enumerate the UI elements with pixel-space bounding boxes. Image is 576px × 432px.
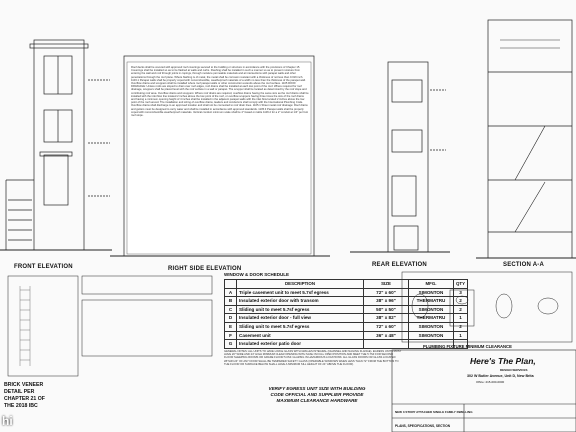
section-title: SECTION A-A [503, 262, 544, 268]
brick-veneer-title: BRICK VENEER DETAIL PER CHAPTER 21 OF THE 2018 IBC [4, 382, 45, 409]
header-description: DESCRIPTION [237, 280, 364, 289]
rear-elevation-title: REAR ELEVATION [372, 262, 427, 268]
rear-elevation-drawing [350, 62, 450, 252]
firm-services: DESIGN SERVICES [500, 368, 528, 372]
header-mfg: MFG. [409, 280, 454, 289]
row-description: Casement unit [237, 331, 364, 340]
front-elevation-drawing [0, 40, 112, 250]
row-id: E [225, 322, 237, 331]
row-description: Insulated exterior door with transom [237, 297, 364, 306]
row-id: C [225, 305, 237, 314]
row-size [364, 340, 409, 349]
row-id: F [225, 331, 237, 340]
row-mfg: THERMATRU [409, 314, 454, 323]
firm-address: 302 W Butler Avenue, Unit D, New Brita [467, 374, 534, 378]
row-size: 38" x 82" [364, 314, 409, 323]
row-mfg: SIMONTON [409, 305, 454, 314]
table-row [225, 288, 468, 297]
watermark-logo: hi [2, 414, 13, 428]
header-qty: QTY [454, 280, 468, 289]
row-description: Sliding unit to meet 5.7sf egress [237, 322, 364, 331]
header-size: SIZE [364, 280, 409, 289]
schedule-title: WINDOW & DOOR SCHEDULE [224, 272, 289, 277]
plumbing-clearance-title: PLUMBING FIXTURE MINIMUM CLEARANCE [423, 344, 512, 349]
table-row [225, 297, 468, 306]
table-row [225, 322, 468, 331]
front-elevation-title: FRONT ELEVATION [14, 264, 73, 270]
brick-veneer-detail-drawing [8, 276, 212, 376]
right-side-elevation-title: RIGHT SIDE ELEVATION [168, 266, 242, 272]
row-description: Insulated exterior patio door [237, 340, 364, 349]
general-notes: GENERAL NOTES: ALL UNITS TO HAVE LOW-E GLASS WITH GRILLES INTEGRAL (CHANNEL AND NAILING FLANGE). EGRESS UNITS MUST HAVE 20" WIDE AND 24" HIGH MINIMUM CLEAR OPENING WITH SASH IN FULL OPEN POSITION AND MEET THE 5.7SF FOR SECOND FLOOR SLEEPING ROOMS OR GRADE FLOOR 5.0SF. GLAZING IN HAZARDOUS LOCATIONS: ALL GLASS DOORS OR GLASS LOCATED WITHIN 24" OF ANY DOOR SHALL BE TEMPERED SAFETY GLASS (OPERABLE WINDOWS WHEN LESS THAN 72" FROM THE BOTTOM TO THE FLOOR OR SURFACE BELOW SHALL HAVE A MINIMUM SILL HEIGHT OF 24" ABOVE THE FLOOR). [224, 350, 402, 366]
row-qty: 2 [454, 297, 468, 306]
row-description: Sliding unit to meet 5.7sf egress [237, 305, 364, 314]
row-size: 50" x 50" [364, 305, 409, 314]
row-mfg: SIMONTON [409, 322, 454, 331]
table-row [225, 331, 468, 340]
project-description: NEW 3 STORY ATTACHED SINGLE FAMILY DWELLING [395, 410, 473, 414]
row-id: D [225, 314, 237, 323]
row-mfg: THERMATRU [409, 297, 454, 306]
row-qty: 2 [454, 305, 468, 314]
row-size: 72" x 60" [364, 288, 409, 297]
row-mfg: SIMONTON [409, 288, 454, 297]
row-qty: 2 [454, 322, 468, 331]
header-id [225, 280, 237, 289]
roof-drainage-notes: Roof decks shall be covered with approved roof coverings secured to the building or structure in accordance with the provisions of Chapter 15. Coverings shall be installed so as to be flashed at walls and curbs. Flashing shall be installed in such a manner so as to prevent moisture from entering the wall and roof through joints in copings, through moisture permeable materials and at intersections with parapet walls and other penetrations through the roof plane. Where flashing is of metal, the metal shall be corrosion resistant with a thickness of not less than 0.019 inch. 1103.1 Parapet walls shall be properly coped with noncombustible, weatherproof materials of a width no less than the thickness of the parapet wall. Overflow drains and scuppers shall be installed where roof parapet walls or other construction extends above the roof surface. 1105 ROOF DRAINAGE: Unless roofs are sloped to drain over roof edges, roof drains shall be installed at each low point of the roof. Where required for roof drainage, scuppers shall be placed level with the roof surface in a wall or parapet. The scupper shall be located as determined by the roof slope and contributing roof area. Overflow drains and scuppers: Where roof drains are required, overflow drains having the same size as the roof drains shall be installed with the inlet flow line located 2 inches above the low point of the roof, or overflow scuppers having three times the size of the roof drains and having a minimum opening height of 4 inches shall be installed in the adjacent parapet walls with the inlet flow located 2 inches above the low point of the roof served. The installation and sizing of overflow drains, leaders and conductors shall comply with the International Plumbing Code. Overflow drains shall discharge to an approved location and shall not be connected to roof drain lines. 1105.1 Sheet metal roof drainage: Roof drains and gutters must be designed to carry water and shall be installed in accordance with approved standards. 1105.3 Parapet walls shall be properly coped with noncombustible weatherproof materials. Vertical conduct minimum scale shall be 4" based on table 1106.2 for a 2" conduit at 1/4" per foot roof slope. [131, 66, 309, 118]
firm-phone: Office: 215-000-0000 [476, 380, 505, 384]
row-size: 72" x 60" [364, 322, 409, 331]
schedule-header-row [225, 280, 468, 289]
row-qty: 1 [454, 314, 468, 323]
sheet-title: PLANS, SPECIFICATIONS, SECTION [395, 424, 451, 428]
row-id: B [225, 297, 237, 306]
row-qty: 3 [454, 288, 468, 297]
section-drawing [476, 20, 576, 258]
row-qty: 1 [454, 331, 468, 340]
verify-egress-note: VERIFY EGRESS UNIT SIZE WITH BUILDING CODE OFFICIAL AND SUPPLIER PROVIDE MAXIMUM CLEARANCE HARDWARE [268, 386, 366, 403]
table-row [225, 305, 468, 314]
row-size: 38" x 96" [364, 297, 409, 306]
row-size: 36" x 48" [364, 331, 409, 340]
row-mfg: SIMONTON [409, 331, 454, 340]
row-description: Insulated exterior door - full view [237, 314, 364, 323]
window-door-schedule [224, 279, 468, 349]
row-id: A [225, 288, 237, 297]
table-row [225, 314, 468, 323]
row-description: Triple casement unit to meet 5.7sf egress [237, 288, 364, 297]
firm-name: Here's The Plan, [470, 356, 536, 366]
row-id: G [225, 340, 237, 349]
